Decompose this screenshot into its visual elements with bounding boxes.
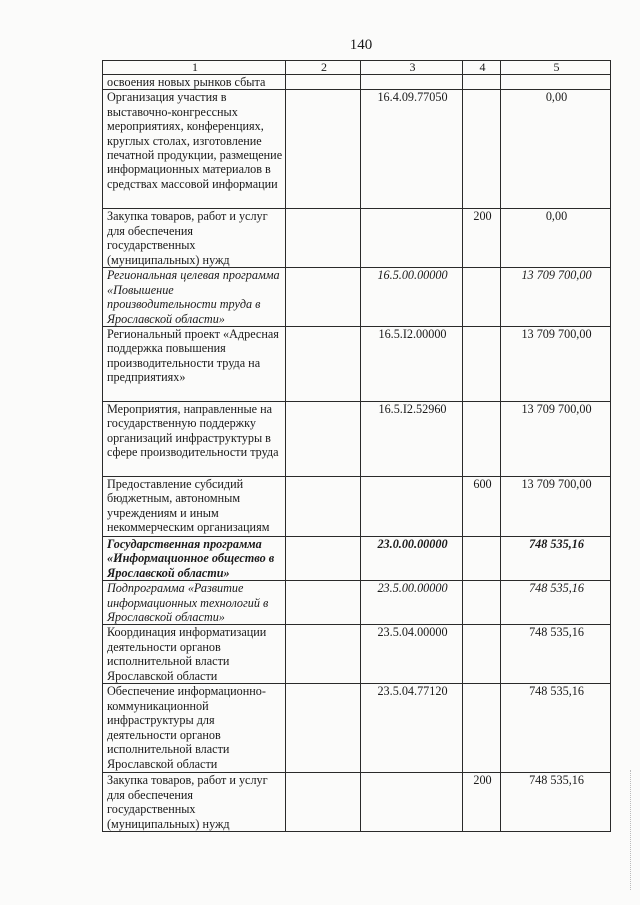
table-row xyxy=(103,773,611,832)
row-code-cell xyxy=(361,209,463,268)
table-row xyxy=(103,268,611,327)
row-sum-cell: 748 535,16 xyxy=(501,537,611,581)
row-name-cell: Координация информатизации деятельности органов исполнительной власти Ярославской области xyxy=(103,625,286,684)
row-sum-cell: 13 709 700,00 xyxy=(501,402,611,477)
row-name-cell: Закупка товаров, работ и услуг для обеспечения государственных (муниципальных) нужд xyxy=(103,209,286,268)
row-expense-cell: 200 xyxy=(463,773,501,832)
column-header: 4 xyxy=(463,61,501,75)
row-col2-cell xyxy=(286,75,361,90)
row-name-cell: Организация участия в выставочно-конгрессных мероприятиях, конференциях, круглых столах, изготовление печатной продукции, размещение информационных материалов в средствах массовой информации xyxy=(103,90,286,209)
row-name-cell: Региональный проект «Адресная поддержка повышения производительности труда на предприятиях» xyxy=(103,327,286,402)
table-row xyxy=(103,537,611,581)
row-sum-cell: 748 535,16 xyxy=(501,581,611,625)
budget-table xyxy=(102,60,611,832)
table-row xyxy=(103,75,611,90)
row-code-cell: 23.5.04.00000 xyxy=(361,625,463,684)
row-expense-cell xyxy=(463,402,501,477)
row-expense-cell xyxy=(463,75,501,90)
table-row xyxy=(103,581,611,625)
row-name-cell: освоения новых рынков сбыта xyxy=(103,75,286,90)
row-code-cell xyxy=(361,75,463,90)
row-expense-cell: 600 xyxy=(463,477,501,537)
row-code-cell xyxy=(361,477,463,537)
row-code-cell: 23.5.04.77120 xyxy=(361,684,463,773)
row-sum-cell: 13 709 700,00 xyxy=(501,327,611,402)
row-expense-cell: 200 xyxy=(463,209,501,268)
row-sum-cell: 13 709 700,00 xyxy=(501,268,611,327)
row-col2-cell xyxy=(286,684,361,773)
row-code-cell xyxy=(361,773,463,832)
row-col2-cell xyxy=(286,477,361,537)
row-expense-cell xyxy=(463,268,501,327)
row-sum-cell: 748 535,16 xyxy=(501,625,611,684)
row-sum-cell: 0,00 xyxy=(501,209,611,268)
row-col2-cell xyxy=(286,773,361,832)
table-row xyxy=(103,209,611,268)
row-name-cell: Обеспечение информационно-коммуникационной инфраструктуры для деятельности органов исполнительной власти Ярославской области xyxy=(103,684,286,773)
row-code-cell: 23.0.00.00000 xyxy=(361,537,463,581)
column-header: 2 xyxy=(286,61,361,75)
table-row xyxy=(103,327,611,402)
table-row xyxy=(103,625,611,684)
row-col2-cell xyxy=(286,402,361,477)
row-name-cell: Подпрограмма «Развитие информационных технологий в Ярославской области» xyxy=(103,581,286,625)
row-expense-cell xyxy=(463,625,501,684)
row-col2-cell xyxy=(286,268,361,327)
row-code-cell: 16.5.00.00000 xyxy=(361,268,463,327)
row-code-cell: 16.5.I2.00000 xyxy=(361,327,463,402)
row-sum-cell xyxy=(501,75,611,90)
table-header-row xyxy=(103,61,611,75)
column-header: 1 xyxy=(103,61,286,75)
table-row xyxy=(103,477,611,537)
row-name-cell: Предоставление субсидий бюджетным, автономным учреждениям и иным некоммерческим организациям xyxy=(103,477,286,537)
row-sum-cell: 748 535,16 xyxy=(501,684,611,773)
row-expense-cell xyxy=(463,581,501,625)
page-number: 140 xyxy=(349,37,373,53)
row-name-cell: Мероприятия, направленные на государственную поддержку организаций инфраструктуры в сфере производительности труда xyxy=(103,402,286,477)
row-expense-cell xyxy=(463,684,501,773)
row-col2-cell xyxy=(286,90,361,209)
scan-margin-mark xyxy=(630,770,634,890)
row-code-cell: 23.5.00.00000 xyxy=(361,581,463,625)
column-header: 5 xyxy=(501,61,611,75)
row-sum-cell: 748 535,16 xyxy=(501,773,611,832)
row-name-cell: Закупка товаров, работ и услуг для обеспечения государственных (муниципальных) нужд xyxy=(103,773,286,832)
row-col2-cell xyxy=(286,581,361,625)
row-name-cell: Региональная целевая программа «Повышение производительности труда в Ярославской области» xyxy=(103,268,286,327)
column-header: 3 xyxy=(361,61,463,75)
row-col2-cell xyxy=(286,327,361,402)
table-row xyxy=(103,402,611,477)
row-name-cell: Государственная программа «Информационное общество в Ярославской области» xyxy=(103,537,286,581)
row-expense-cell xyxy=(463,90,501,209)
row-expense-cell xyxy=(463,327,501,402)
table-row xyxy=(103,90,611,209)
row-col2-cell xyxy=(286,537,361,581)
row-sum-cell: 13 709 700,00 xyxy=(501,477,611,537)
table-row xyxy=(103,684,611,773)
row-col2-cell xyxy=(286,625,361,684)
row-expense-cell xyxy=(463,537,501,581)
row-col2-cell xyxy=(286,209,361,268)
row-sum-cell: 0,00 xyxy=(501,90,611,209)
row-code-cell: 16.4.09.77050 xyxy=(361,90,463,209)
row-code-cell: 16.5.I2.52960 xyxy=(361,402,463,477)
